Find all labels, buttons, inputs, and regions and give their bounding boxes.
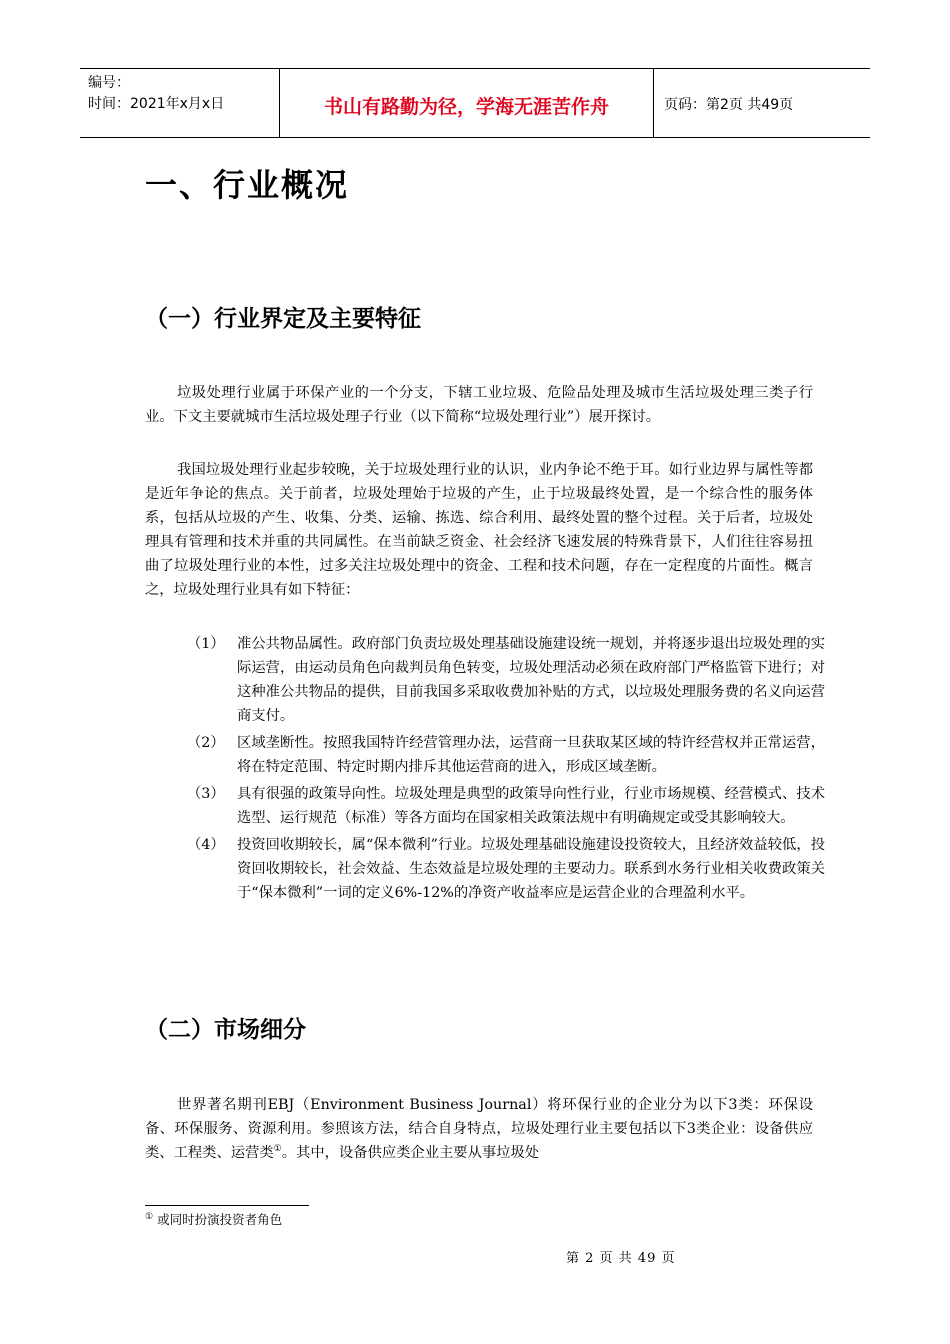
section-heading-definition: （一）行业界定及主要特征 [145,306,421,332]
footnote-marker: ① [145,1211,154,1222]
list-item-number: （1） [187,636,225,652]
chapter-title: 一、行业概况 [145,166,350,204]
characteristics-list [145,632,825,908]
paragraph-market-text: 世界著名期刊EBJ（Environment Business Journal）将环保行业的企业分为以下3类：环保设备、环保服务、资源利用。参照该方法，结合自身特点，垃圾处理行业主要包括以下3类企业：设备供应类、工程类、运营类 [145,1097,813,1161]
paragraph-intro: 垃圾处理行业属于环保产业的一个分支，下辖工业垃圾、危险品处理及城市生活垃圾处理三类子行业。下文主要就城市生活垃圾处理子行业（以下简称“垃圾处理行业”）展开探讨。 [145,385,813,425]
list-item [145,632,825,728]
list-item-number: （2） [187,735,225,751]
paragraph-characteristics: 我国垃圾处理行业起步较晚，关于垃圾处理行业的认识，业内争论不绝于耳。如行业边界与属性等都是近年争论的焦点。关于前者，垃圾处理始于垃圾的产生，止于垃圾最终处置，是一个综合性的服务体系，包括从垃圾的产生、收集、分类、运输、拣选、综合利用、最终处置的整个过程。关于后者，垃圾处理具有管理和技术并重的共同属性。在当前缺乏资金、社会经济飞速发展的特殊背景下，人们往往容易扭曲了垃圾处理行业的本性，过多关注垃圾处理中的资金、工程和技术问题，存在一定程度的片面性。概言之，垃圾处理行业具有如下特征： [145,462,813,598]
footnote [145,1210,282,1228]
list-item [145,782,825,830]
list-item-text: 准公共物品属性。政府部门负责垃圾处理基础设施建设统一规划，并将逐步退出垃圾处理的实际运营，由运动员角色向裁判员角色转变，垃圾处理活动必须在政府部门严格监管下进行；对这种准公共物品的提供，目前我国多采取收费加补贴的方式，以垃圾处理服务费的名义向运营商支付。 [237,636,825,724]
page-header [80,68,870,138]
list-item [145,731,825,779]
header-time-label: 时间：2021年x月x日 [88,96,225,112]
header-number-label: 编号： [88,75,130,91]
list-item-text: 投资回收期较长，属“保本微利”行业。垃圾处理基础设施建设投资较大，且经济效益较低，投资回收期较长，社会效益、生态效益是垃圾处理的主要动力。联系到水务行业相关收费政策关于“保本微利”一词的定义6%-12%的净资产收益率应是运营企业的合理盈利水平。 [237,837,825,901]
list-item-text: 具有很强的政策导向性。垃圾处理是典型的政策导向性行业，行业市场规模、经营模式、技术选型、运行规范（标准）等各方面均在国家相关政策法规中有明确规定或受其影响较大。 [237,786,825,826]
list-item-number: （4） [187,837,225,853]
header-meta [80,69,280,137]
footnote-reference[interactable]: ① [273,1144,282,1155]
paragraph-market-tail: 。其中，设备供应类企业主要从事垃圾处 [281,1145,540,1161]
page-number: 第 2 页 共 49 页 [566,1251,676,1266]
header-page-info: 页码：第2页 共49页 [664,97,794,113]
paragraph-market [145,1093,813,1165]
footnote-text: 或同时扮演投资者角色 [157,1212,283,1227]
footnote-divider [145,1205,309,1206]
list-item [145,833,825,905]
section-heading-market: （二）市场细分 [145,1017,306,1043]
list-item-number: （3） [187,786,225,802]
list-item-text: 区域垄断性。按照我国特许经营管理办法，运营商一旦获取某区域的特许经营权并正常运营，将在特定范围、特定时期内排斥其他运营商的进入，形成区域垄断。 [237,735,825,775]
header-motto: 书山有路勤为径，学海无涯苦作舟 [280,69,654,137]
